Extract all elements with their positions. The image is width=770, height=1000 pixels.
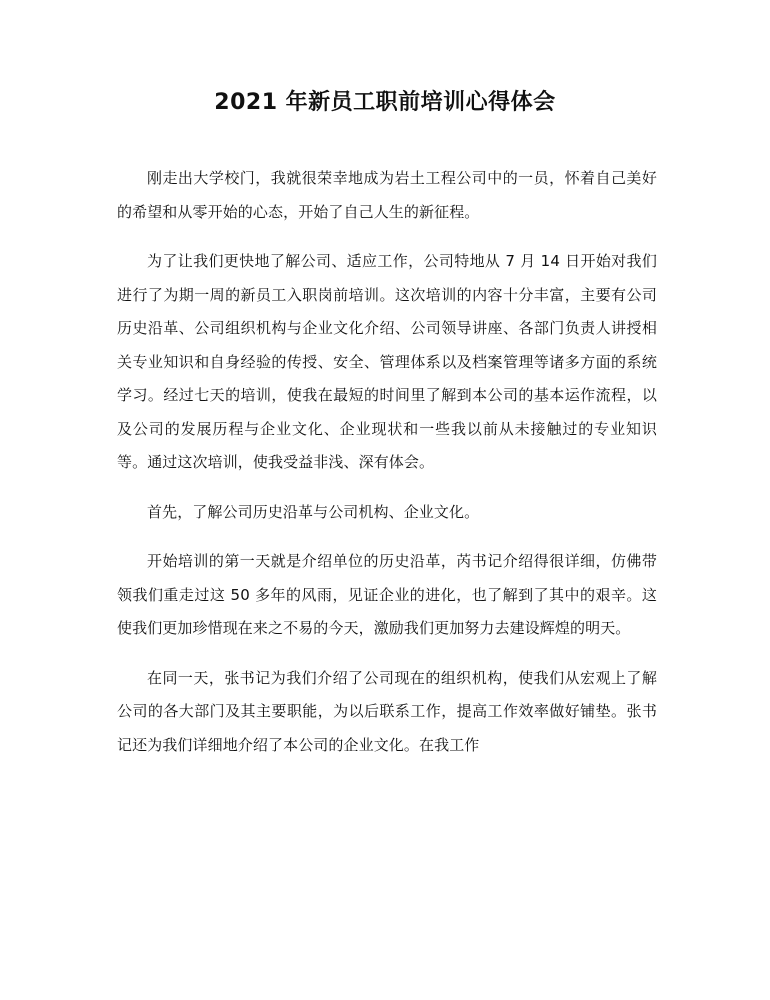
- document-body: [117, 162, 657, 778]
- paragraph-first-point: 首先，了解公司历史沿革与公司机构、企业文化。: [147, 502, 480, 521]
- paragraph-training-overview: 为了让我们更快地了解公司、适应工作，公司特地从 7 月 14 日开始对我们进行了为期一周的新员工入职岗前培训。这次培训的内容十分丰富，主要有公司历史沿革、公司组织机构与企业文化介绍、公司领导讲座、各部门负责人讲授相关专业知识和自身经验的传授、安全、管理体系以及档案管理等诸多方面的系统学习。经过七天的培训，使我在最短的时间里了解到本公司的基本运作流程，以及公司的发展历程与企业文化、企业现状和一些我以前从未接触过的专业知识等。通过这次培训，使我受益非浅、深有体会。: [117, 252, 657, 471]
- paragraph-intro: 刚走出大学校门，我就很荣幸地成为岩土工程公司中的一员，怀着自己美好的希望和从零开始的心态，开始了自己人生的新征程。: [117, 169, 657, 221]
- paragraph-organization: 在同一天，张书记为我们介绍了公司现在的组织机构，使我们从宏观上了解公司的各大部门及其主要职能，为以后联系工作，提高工作效率做好铺垫。张书记还为我们详细地介绍了本公司的企业文化。在我工作: [117, 668, 657, 754]
- document-title: 2021 年新员工职前培训心得体会: [214, 90, 556, 115]
- paragraph-history: 开始培训的第一天就是介绍单位的历史沿革，芮书记介绍得很详细，仿佛带领我们重走过这 50 多年的风雨，见证企业的进化，也了解到了其中的艰辛。这使我们更加珍惜现在来之不易的今天，激励我们更加努力去建设辉煌的明天。: [117, 552, 657, 637]
